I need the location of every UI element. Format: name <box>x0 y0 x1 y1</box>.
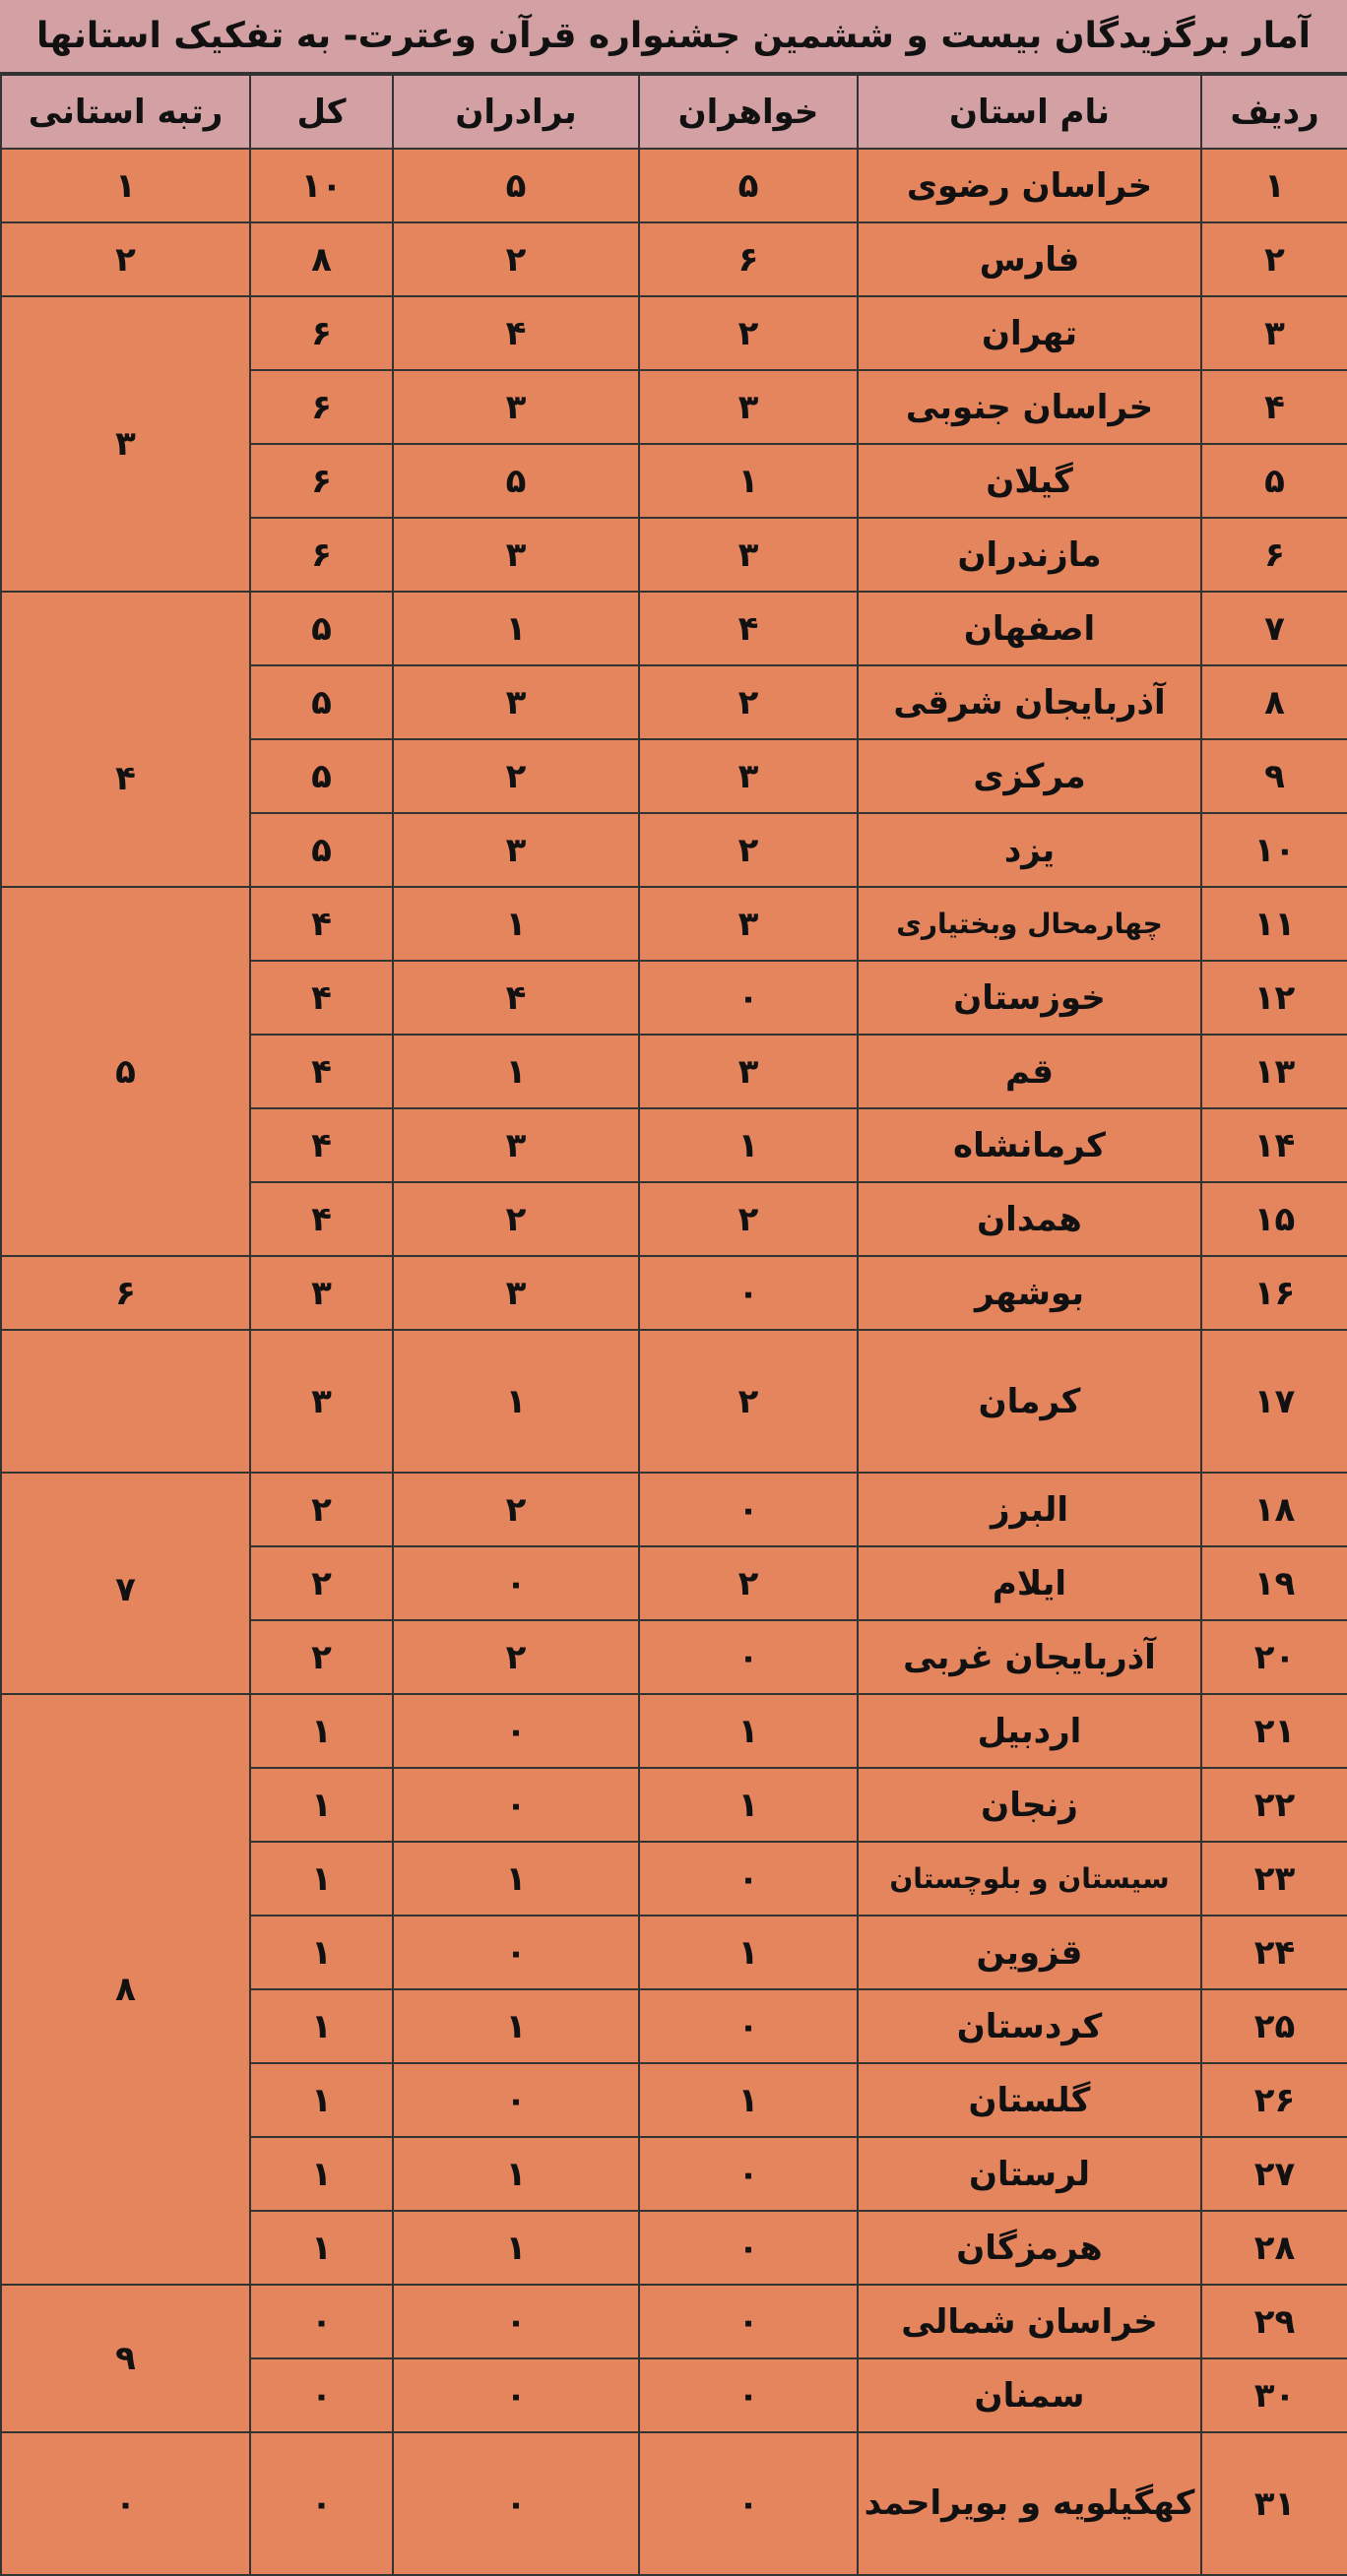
row-no: ۲۳ <box>1201 1842 1347 1916</box>
row-no: ۱۲ <box>1201 961 1347 1035</box>
row-no: ۳ <box>1201 296 1347 370</box>
sisters-count: ۰ <box>639 1842 858 1916</box>
rank-cell: ۶ <box>1 1256 250 1330</box>
province-name: قم <box>858 1035 1201 1108</box>
sisters-count: ۳ <box>639 887 858 961</box>
table-row <box>1 296 1347 370</box>
province-name: اردبیل <box>858 1694 1201 1768</box>
sisters-count: ۰ <box>639 1256 858 1330</box>
row-no: ۱۹ <box>1201 1546 1347 1620</box>
total-count: ۳ <box>250 1256 393 1330</box>
sisters-count: ۱ <box>639 1108 858 1182</box>
province-name: سمنان <box>858 2358 1201 2432</box>
total-count: ۱ <box>250 1694 393 1768</box>
rank-cell: ۰ <box>1 2432 250 2575</box>
brothers-count: ۰ <box>393 2358 639 2432</box>
sisters-count: ۰ <box>639 2285 858 2358</box>
header-rank: رتبه استانی <box>1 75 250 149</box>
total-count: ۲ <box>250 1546 393 1620</box>
sisters-count: ۰ <box>639 2432 858 2575</box>
brothers-count: ۱ <box>393 1330 639 1473</box>
province-name: خراسان شمالی <box>858 2285 1201 2358</box>
row-no: ۴ <box>1201 370 1347 444</box>
rank-cell: ۲ <box>1 222 250 296</box>
brothers-count: ۵ <box>393 149 639 222</box>
sisters-count: ۲ <box>639 1182 858 1256</box>
total-count: ۱۰ <box>250 149 393 222</box>
total-count: ۶ <box>250 444 393 518</box>
brothers-count: ۰ <box>393 1546 639 1620</box>
table-row <box>1 1694 1347 1768</box>
rank-cell <box>1 1330 250 1473</box>
brothers-count: ۰ <box>393 1916 639 1989</box>
row-no: ۲۸ <box>1201 2211 1347 2285</box>
brothers-count: ۳ <box>393 518 639 592</box>
brothers-count: ۰ <box>393 1768 639 1842</box>
sisters-count: ۲ <box>639 296 858 370</box>
total-count: ۶ <box>250 370 393 444</box>
table-row <box>1 2285 1347 2358</box>
brothers-count: ۱ <box>393 1035 639 1108</box>
row-no: ۱۴ <box>1201 1108 1347 1182</box>
row-no: ۲ <box>1201 222 1347 296</box>
brothers-count: ۲ <box>393 1473 639 1546</box>
sisters-count: ۰ <box>639 1473 858 1546</box>
sisters-count: ۱ <box>639 444 858 518</box>
row-no: ۱۱ <box>1201 887 1347 961</box>
province-name: هرمزگان <box>858 2211 1201 2285</box>
rank-cell: ۱ <box>1 149 250 222</box>
sisters-count: ۲ <box>639 1330 858 1473</box>
total-count: ۵ <box>250 665 393 739</box>
rank-cell: ۹ <box>1 2285 250 2432</box>
row-no: ۲۶ <box>1201 2063 1347 2137</box>
province-name: خراسان رضوی <box>858 149 1201 222</box>
total-count: ۵ <box>250 813 393 887</box>
province-name: یزد <box>858 813 1201 887</box>
province-name: کردستان <box>858 1989 1201 2063</box>
province-name: لرستان <box>858 2137 1201 2211</box>
brothers-count: ۲ <box>393 1182 639 1256</box>
sisters-count: ۰ <box>639 1989 858 2063</box>
row-no: ۲۰ <box>1201 1620 1347 1694</box>
total-count: ۱ <box>250 1768 393 1842</box>
total-count: ۵ <box>250 592 393 665</box>
total-count: ۶ <box>250 296 393 370</box>
sisters-count: ۳ <box>639 518 858 592</box>
sisters-count: ۰ <box>639 1620 858 1694</box>
total-count: ۰ <box>250 2285 393 2358</box>
sisters-count: ۱ <box>639 1694 858 1768</box>
total-count: ۲ <box>250 1473 393 1546</box>
province-name: کهگیلویه و بویراحمد <box>858 2432 1201 2575</box>
sisters-count: ۵ <box>639 149 858 222</box>
total-count: ۴ <box>250 1108 393 1182</box>
sisters-count: ۳ <box>639 1035 858 1108</box>
row-no: ۸ <box>1201 665 1347 739</box>
province-name: گیلان <box>858 444 1201 518</box>
total-count: ۴ <box>250 1035 393 1108</box>
sisters-count: ۶ <box>639 222 858 296</box>
province-name: اصفهان <box>858 592 1201 665</box>
row-no: ۶ <box>1201 518 1347 592</box>
total-count: ۵ <box>250 739 393 813</box>
province-name: مازندران <box>858 518 1201 592</box>
header-total: کل <box>250 75 393 149</box>
province-name: آذربایجان شرقی <box>858 665 1201 739</box>
province-name: آذربایجان غربی <box>858 1620 1201 1694</box>
table-row <box>1 1256 1347 1330</box>
brothers-count: ۳ <box>393 1256 639 1330</box>
sisters-count: ۴ <box>639 592 858 665</box>
brothers-count: ۱ <box>393 2137 639 2211</box>
table-row <box>1 2432 1347 2575</box>
row-no: ۱۵ <box>1201 1182 1347 1256</box>
total-count: ۱ <box>250 1842 393 1916</box>
province-stats-table <box>0 74 1347 2576</box>
province-name: البرز <box>858 1473 1201 1546</box>
table-row <box>1 887 1347 961</box>
brothers-count: ۳ <box>393 813 639 887</box>
sisters-count: ۱ <box>639 1916 858 1989</box>
row-no: ۲۴ <box>1201 1916 1347 1989</box>
table-row <box>1 1473 1347 1546</box>
row-no: ۲۷ <box>1201 2137 1347 2211</box>
brothers-count: ۲ <box>393 739 639 813</box>
row-no: ۱۶ <box>1201 1256 1347 1330</box>
header-sisters: خواهران <box>639 75 858 149</box>
brothers-count: ۱ <box>393 1989 639 2063</box>
total-count: ۱ <box>250 2063 393 2137</box>
row-no: ۵ <box>1201 444 1347 518</box>
province-name: گلستان <box>858 2063 1201 2137</box>
province-name: خوزستان <box>858 961 1201 1035</box>
row-no: ۳۱ <box>1201 2432 1347 2575</box>
row-no: ۲۲ <box>1201 1768 1347 1842</box>
table-row <box>1 592 1347 665</box>
total-count: ۱ <box>250 2211 393 2285</box>
province-name: همدان <box>858 1182 1201 1256</box>
brothers-count: ۳ <box>393 1108 639 1182</box>
province-name: قزوین <box>858 1916 1201 1989</box>
brothers-count: ۱ <box>393 2211 639 2285</box>
total-count: ۴ <box>250 887 393 961</box>
header-row-no: ردیف <box>1201 75 1347 149</box>
table-row <box>1 149 1347 222</box>
total-count: ۱ <box>250 2137 393 2211</box>
table-row <box>1 1330 1347 1473</box>
brothers-count: ۲ <box>393 222 639 296</box>
brothers-count: ۳ <box>393 665 639 739</box>
province-name: زنجان <box>858 1768 1201 1842</box>
sisters-count: ۰ <box>639 2358 858 2432</box>
province-name: سیستان و بلوچستان <box>858 1842 1201 1916</box>
sisters-count: ۰ <box>639 2211 858 2285</box>
province-name: خراسان جنوبی <box>858 370 1201 444</box>
brothers-count: ۰ <box>393 1694 639 1768</box>
total-count: ۴ <box>250 961 393 1035</box>
total-count: ۴ <box>250 1182 393 1256</box>
brothers-count: ۲ <box>393 1620 639 1694</box>
brothers-count: ۱ <box>393 887 639 961</box>
row-no: ۱۸ <box>1201 1473 1347 1546</box>
rank-cell: ۳ <box>1 296 250 592</box>
brothers-count: ۵ <box>393 444 639 518</box>
total-count: ۶ <box>250 518 393 592</box>
row-no: ۳۰ <box>1201 2358 1347 2432</box>
brothers-count: ۰ <box>393 2285 639 2358</box>
row-no: ۱ <box>1201 149 1347 222</box>
row-no: ۲۵ <box>1201 1989 1347 2063</box>
sisters-count: ۲ <box>639 813 858 887</box>
header-row <box>1 75 1347 149</box>
total-count: ۱ <box>250 1989 393 2063</box>
province-name: ایلام <box>858 1546 1201 1620</box>
total-count: ۳ <box>250 1330 393 1473</box>
province-name: بوشهر <box>858 1256 1201 1330</box>
table-title: آمار برگزیدگان بیست و ششمین جشنواره قرآن وعترت- به تفکیک استانها <box>0 0 1347 74</box>
brothers-count: ۱ <box>393 1842 639 1916</box>
sisters-count: ۲ <box>639 665 858 739</box>
sisters-count: ۱ <box>639 2063 858 2137</box>
header-province: نام استان <box>858 75 1201 149</box>
province-name: فارس <box>858 222 1201 296</box>
rank-cell: ۵ <box>1 887 250 1256</box>
table-row <box>1 222 1347 296</box>
sisters-count: ۳ <box>639 739 858 813</box>
sisters-count: ۱ <box>639 1768 858 1842</box>
row-no: ۱۷ <box>1201 1330 1347 1473</box>
province-name: چهارمحال وبختیاری <box>858 887 1201 961</box>
brothers-count: ۱ <box>393 592 639 665</box>
row-no: ۲۱ <box>1201 1694 1347 1768</box>
total-count: ۸ <box>250 222 393 296</box>
brothers-count: ۰ <box>393 2432 639 2575</box>
row-no: ۲۹ <box>1201 2285 1347 2358</box>
brothers-count: ۳ <box>393 370 639 444</box>
brothers-count: ۴ <box>393 961 639 1035</box>
sisters-count: ۲ <box>639 1546 858 1620</box>
total-count: ۱ <box>250 1916 393 1989</box>
total-count: ۰ <box>250 2432 393 2575</box>
brothers-count: ۴ <box>393 296 639 370</box>
total-count: ۲ <box>250 1620 393 1694</box>
total-count: ۰ <box>250 2358 393 2432</box>
rank-cell: ۴ <box>1 592 250 887</box>
sisters-count: ۳ <box>639 370 858 444</box>
sisters-count: ۰ <box>639 961 858 1035</box>
rank-cell: ۷ <box>1 1473 250 1694</box>
province-name: مرکزی <box>858 739 1201 813</box>
province-name: تهران <box>858 296 1201 370</box>
province-name: کرمان <box>858 1330 1201 1473</box>
header-brothers: برادران <box>393 75 639 149</box>
brothers-count: ۰ <box>393 2063 639 2137</box>
row-no: ۱۳ <box>1201 1035 1347 1108</box>
province-name: کرمانشاه <box>858 1108 1201 1182</box>
row-no: ۷ <box>1201 592 1347 665</box>
sisters-count: ۰ <box>639 2137 858 2211</box>
row-no: ۹ <box>1201 739 1347 813</box>
rank-cell: ۸ <box>1 1694 250 2285</box>
row-no: ۱۰ <box>1201 813 1347 887</box>
